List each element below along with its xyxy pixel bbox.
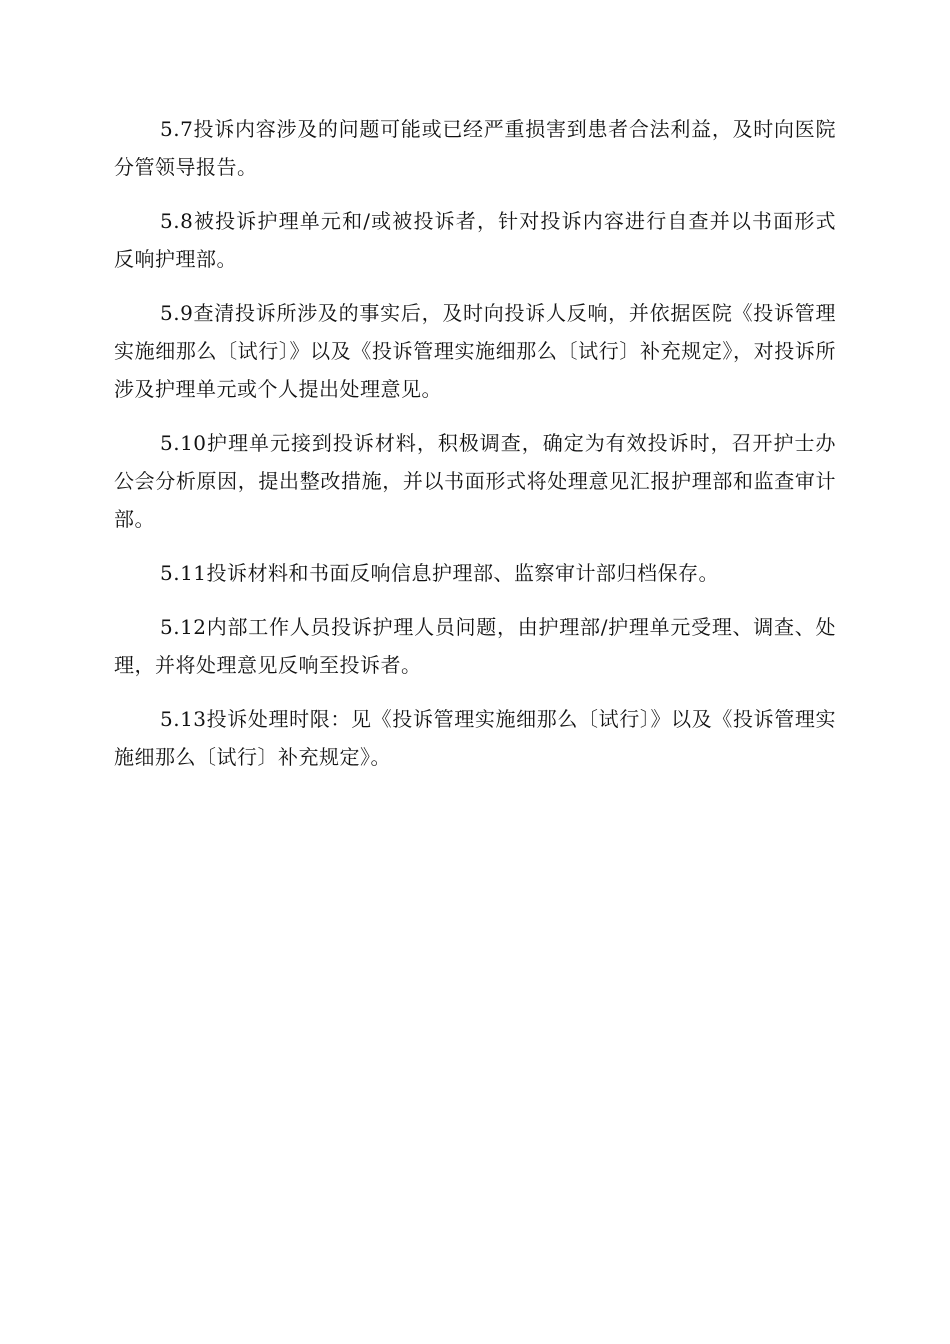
document-body	[114, 110, 836, 792]
paragraph-5-10: 5.10护理单元接到投诉材料，积极调查，确定为有效投诉时，召开护士办公会分析原因，提出整改措施，并以书面形式将处理意见汇报护理部和监查审计部。	[114, 431, 836, 531]
paragraph-5-8: 5.8被投诉护理单元和/或被投诉者，针对投诉内容进行自查并以书面形式反响护理部。	[114, 209, 836, 271]
paragraph-5-13: 5.13投诉处理时限：见《投诉管理实施细那么〔试行〕》以及《投诉管理实施细那么〔试行〕补充规定》。	[114, 707, 836, 769]
paragraph-5-7: 5.7投诉内容涉及的问题可能或已经严重损害到患者合法利益，及时向医院分管领导报告。	[114, 117, 836, 179]
paragraph-5-11: 5.11投诉材料和书面反响信息护理部、监察审计部归档保存。	[160, 561, 720, 585]
paragraph-5-9: 5.9查清投诉所涉及的事实后，及时向投诉人反响，并依据医院《投诉管理实施细那么〔试行〕》以及《投诉管理实施细那么〔试行〕补充规定》，对投诉所涉及护理单元或个人提出处理意见。	[114, 301, 836, 401]
paragraph-5-12: 5.12内部工作人员投诉护理人员问题，由护理部/护理单元受理、调查、处理，并将处理意见反响至投诉者。	[114, 615, 836, 677]
